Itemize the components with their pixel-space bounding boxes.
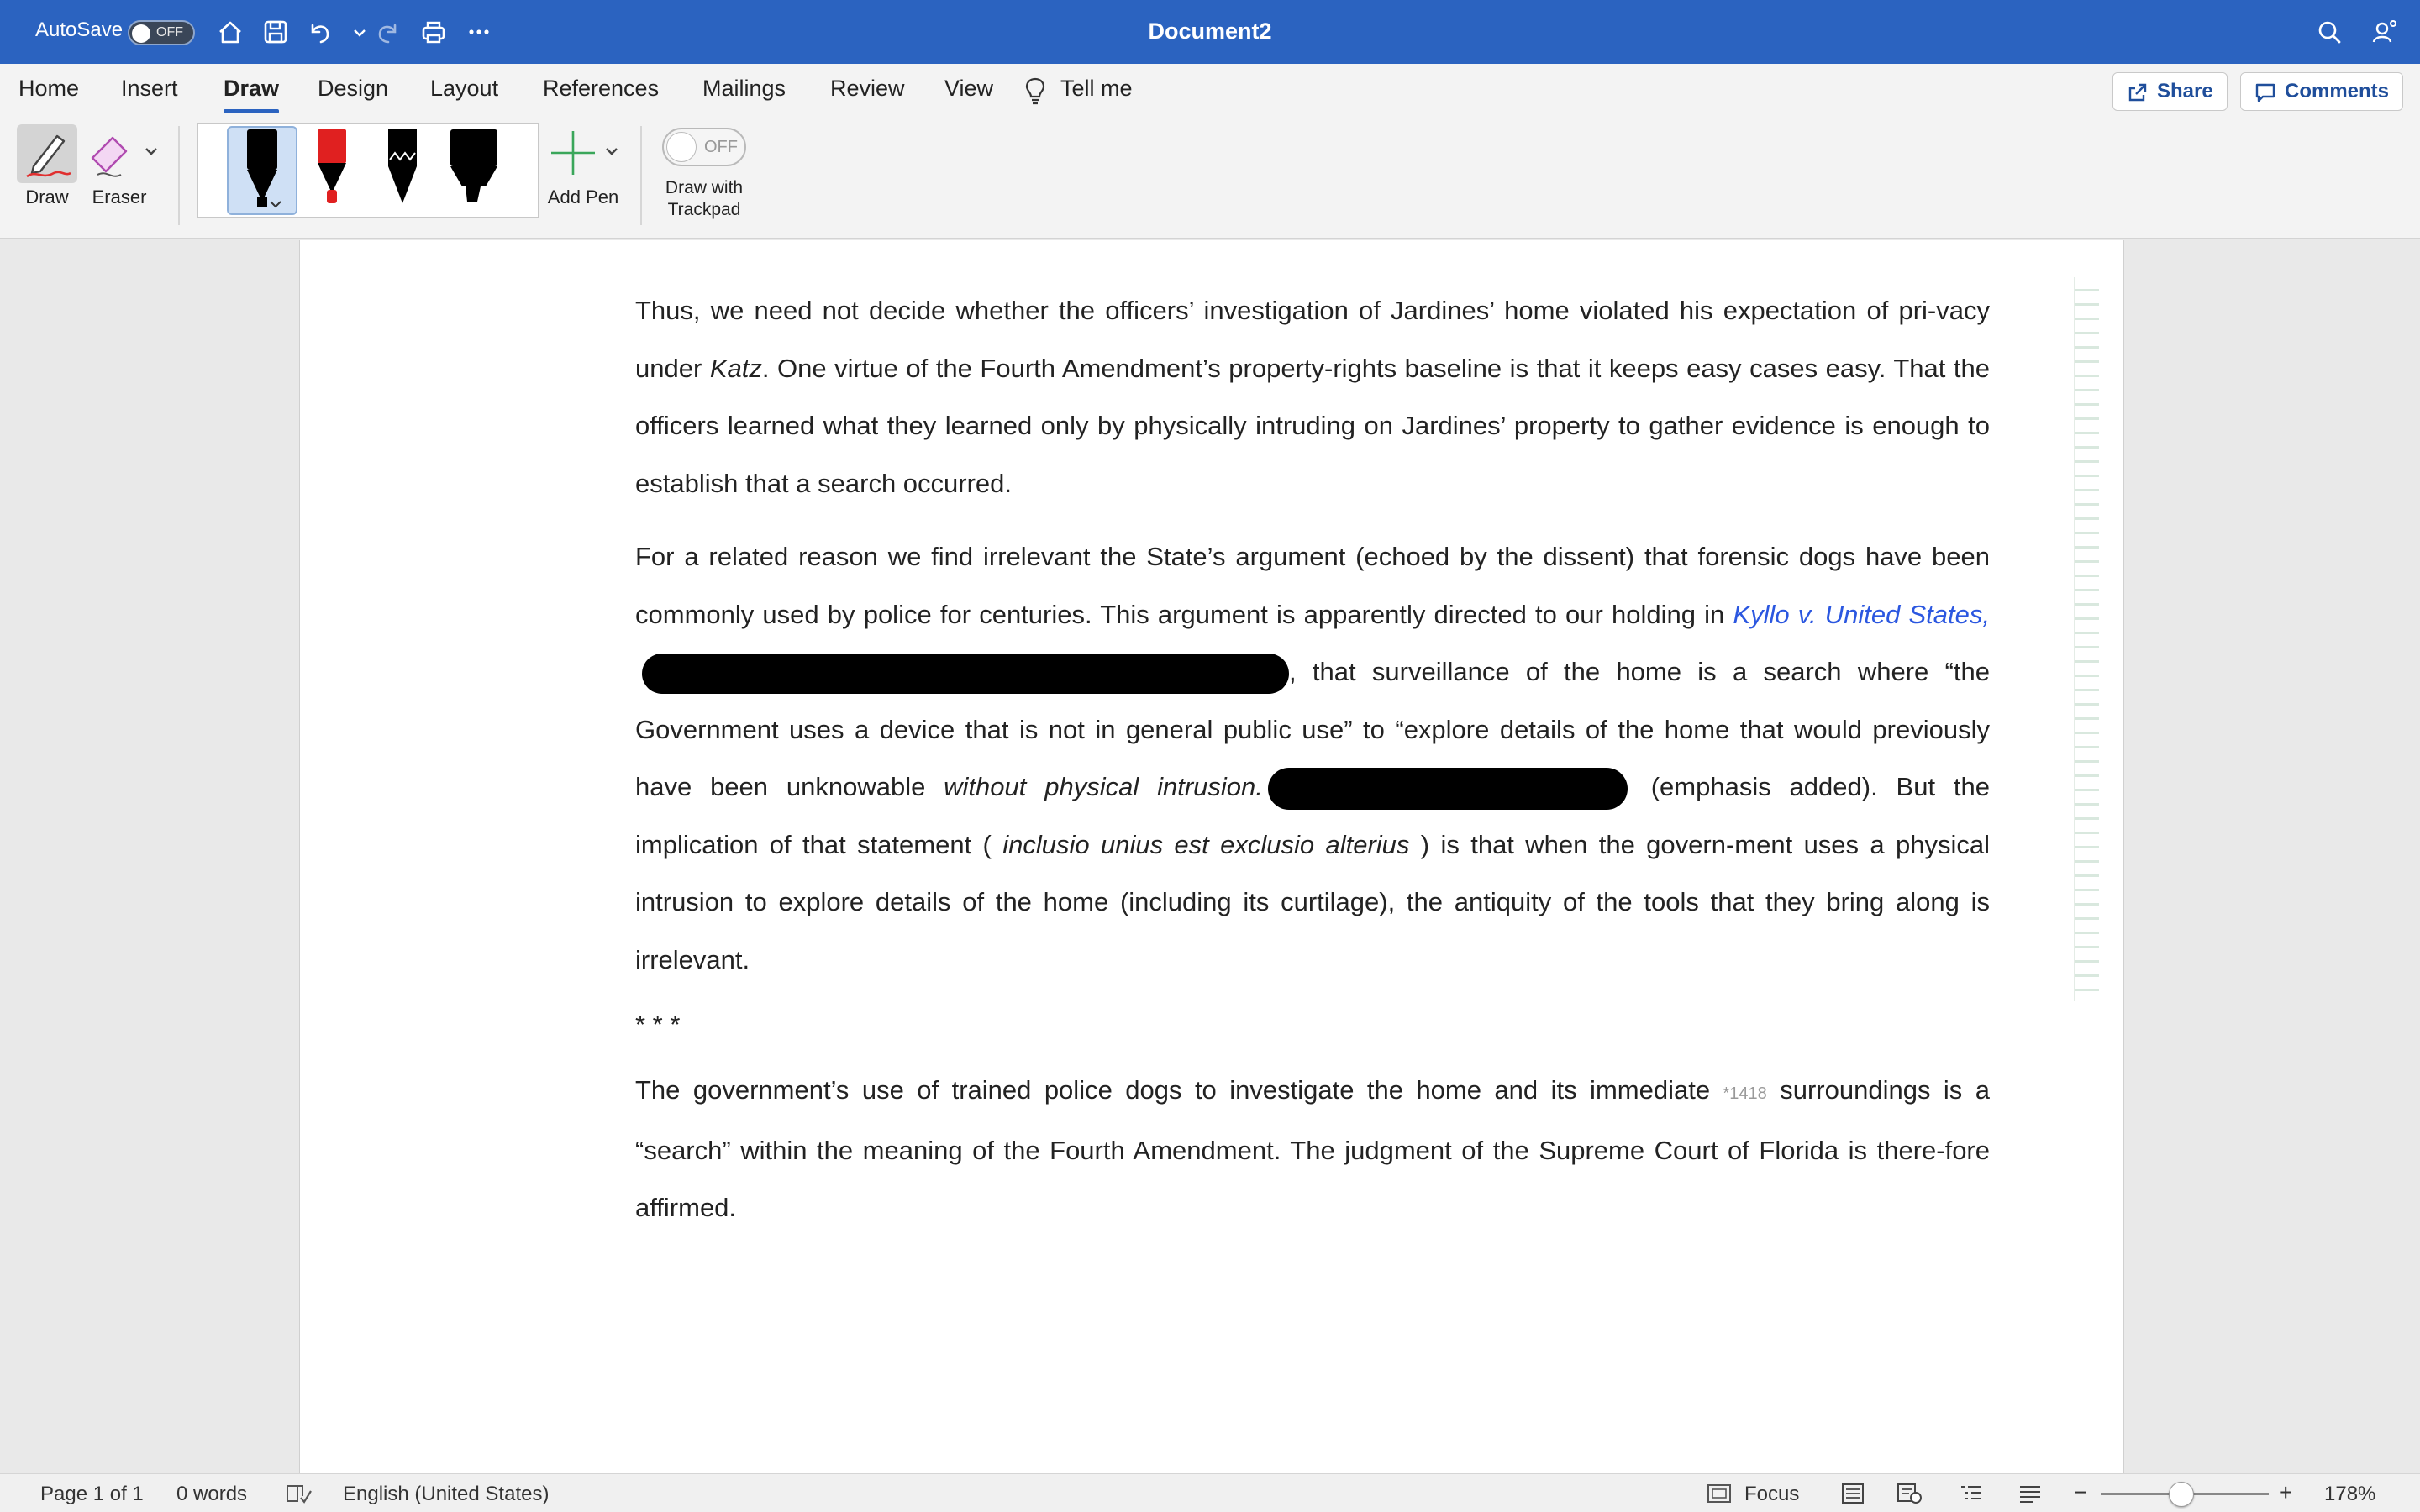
focus-icon[interactable]	[1706, 1483, 1733, 1504]
trackpad-toggle-knob	[666, 132, 697, 162]
paragraph-3-text-b: surroundings is a “search” within the meaning of the Fourth Amendment. The judgment of the Supreme Court of Florida is there-fore affirmed.	[635, 1075, 1990, 1222]
trackpad-label-line2: Trackpad	[667, 200, 741, 219]
zoom-in-button[interactable]: +	[2279, 1479, 2293, 1505]
autosave-state: OFF	[156, 25, 183, 39]
katz-italic: Katz	[709, 353, 762, 383]
trackpad-state: OFF	[704, 138, 738, 156]
tab-review[interactable]: Review	[830, 76, 905, 101]
paragraph-3[interactable]	[635, 1062, 1990, 1236]
zoom-slider-thumb[interactable]	[2169, 1482, 2194, 1507]
share-label: Share	[2157, 80, 2213, 102]
undo-icon[interactable]	[302, 15, 336, 49]
proofing-icon[interactable]	[284, 1481, 313, 1506]
ribbon-separator	[640, 126, 642, 225]
tab-insert[interactable]: Insert	[121, 76, 178, 101]
tab-home[interactable]: Home	[18, 76, 80, 101]
autosave-label: AutoSave	[35, 18, 124, 41]
redaction-mark	[1268, 768, 1628, 810]
share-button[interactable]	[2112, 72, 2228, 111]
redo-icon[interactable]	[371, 15, 405, 49]
eraser-icon[interactable]	[86, 128, 139, 181]
page-count[interactable]: Page 1 of 1	[40, 1483, 144, 1505]
word-count[interactable]: 0 words	[176, 1483, 248, 1505]
red-pen-icon[interactable]	[311, 126, 353, 213]
paragraph-2[interactable]	[635, 528, 1990, 989]
latin-phrase-italic: inclusio unius est exclusio alterius	[1002, 829, 1410, 859]
paragraph-1-text: Thus, we need not decide whether the officers’ investigation of Jardines’ home violated his expectation of pri-vacy under	[635, 296, 1990, 383]
add-pen-dropdown-icon[interactable]	[603, 143, 620, 160]
print-icon[interactable]	[417, 15, 450, 49]
language[interactable]: English (United States)	[343, 1483, 550, 1505]
more-icon[interactable]	[462, 15, 496, 49]
autosave-toggle-knob	[132, 24, 150, 43]
comments-label: Comments	[2285, 80, 2390, 102]
zoom-level[interactable]: 178%	[2324, 1483, 2376, 1505]
paragraph-2-text-b: , that surveillance of the home is a search where “the Government uses a device that is not in general public use” to “explore details of the home that would previously have been unknowable	[635, 657, 1990, 801]
paragraph-2-text-a: For a related reason we find irrelevant the State’s argument (echoed by the dissent) that forensic dogs have been commonly used by police for centuries. This argument is apparently directed to our holding in	[635, 542, 1990, 629]
lightbulb-icon	[1023, 76, 1047, 106]
draw-tool-button[interactable]	[17, 124, 77, 183]
draft-view-icon[interactable]	[2017, 1483, 2044, 1504]
add-pen-icon[interactable]	[550, 129, 597, 176]
tell-me[interactable]: Tell me	[1060, 76, 1133, 101]
eraser-label: Eraser	[92, 186, 147, 207]
save-icon[interactable]	[259, 15, 292, 49]
without-physical-intrusion-italic: without physical intrusion.	[944, 772, 1263, 801]
paragraph-2-text-d: ) is that when the govern-ment uses a physical intrusion to explore details of the home (including its curtilage), the antiquity of the tools that they bring along is irrelevant.	[635, 829, 1990, 974]
tab-view[interactable]: View	[944, 76, 994, 101]
paragraph-2-text-c: (emphasis added). But the implication of that statement (	[635, 772, 1991, 859]
focus-label[interactable]: Focus	[1744, 1483, 1800, 1505]
status-bar	[0, 1473, 2420, 1512]
draw-label: Draw	[25, 186, 69, 207]
tab-draw[interactable]: Draw	[224, 76, 280, 101]
black-pen-icon[interactable]	[240, 126, 284, 213]
paragraph-3-text-a: The government’s use of trained police dogs to investigate the home and its immediate	[635, 1075, 1723, 1105]
web-layout-icon[interactable]	[1896, 1483, 1923, 1504]
section-break: * * *	[635, 1010, 681, 1039]
eraser-dropdown-icon[interactable]	[143, 143, 160, 160]
tab-layout[interactable]: Layout	[430, 76, 499, 101]
document-title: Document2	[1148, 18, 1272, 44]
kyllo-link[interactable]: Kyllo v. United States,	[1733, 599, 1991, 629]
print-layout-icon[interactable]	[1840, 1483, 1865, 1504]
page-pinpoint: *1418	[1723, 1084, 1767, 1103]
title-bar	[0, 0, 2420, 64]
zoom-out-button[interactable]: −	[2074, 1479, 2088, 1505]
comments-button[interactable]	[2240, 72, 2403, 111]
black-pencil-icon[interactable]	[381, 126, 424, 213]
navigation-strip	[2074, 277, 2099, 1001]
tab-mailings[interactable]: Mailings	[702, 76, 786, 101]
redaction-mark	[642, 654, 1289, 694]
home-icon[interactable]	[213, 15, 247, 49]
outline-view-icon[interactable]	[1958, 1483, 1985, 1504]
tab-references[interactable]: References	[543, 76, 660, 101]
draw-pencil-icon	[17, 124, 77, 183]
tab-design[interactable]: Design	[318, 76, 389, 101]
ribbon-tabs	[0, 64, 2420, 119]
share-icon	[2127, 81, 2149, 103]
black-highlighter-icon[interactable]	[447, 126, 501, 213]
trackpad-label-line1: Draw with	[665, 178, 744, 197]
search-icon[interactable]	[2312, 15, 2346, 49]
draw-with-trackpad-toggle[interactable]	[662, 128, 746, 166]
comment-icon	[2254, 81, 2276, 103]
paragraph-1-rest: . One virtue of the Fourth Amendment’s property-rights baseline is that it keeps easy cases easy. That the officers learned what they learned only by physically intruding on Jardines’ property to gather evidence is enough to establish that a search occurred.	[635, 353, 1990, 498]
paragraph-1[interactable]	[635, 282, 1990, 512]
account-icon[interactable]	[2368, 15, 2402, 49]
autosave-toggle[interactable]	[128, 20, 195, 45]
add-pen-label: Add Pen	[547, 186, 619, 207]
ribbon-separator	[178, 126, 180, 225]
